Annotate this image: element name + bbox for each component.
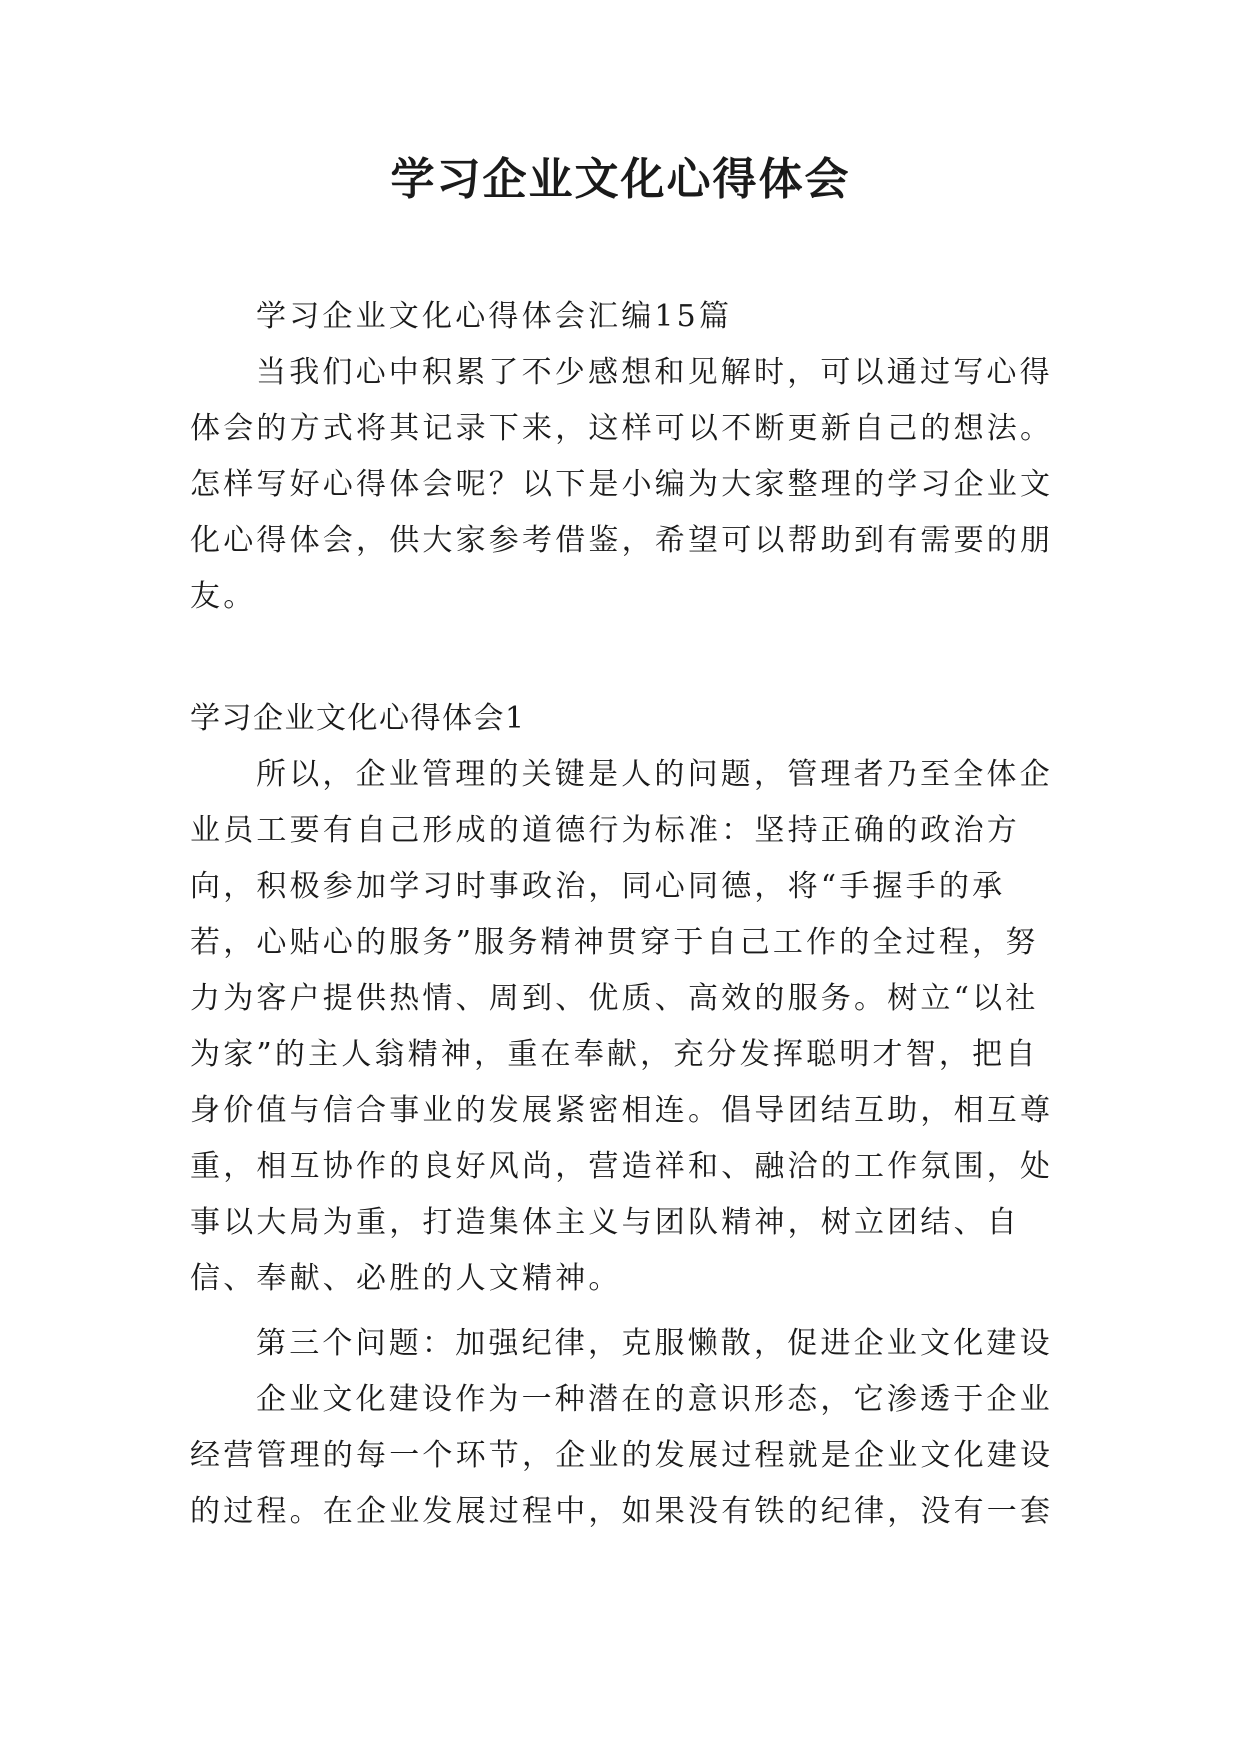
document-title: 学习企业文化心得体会 — [390, 154, 851, 205]
intro-paragraph: 当我们心中积累了不少感想和见解时，可以通过写心得体会的方式将其记录下来，这样可以不断更新自己的想法。怎样写好心得体会呢？以下是小编为大家整理的学习企业文化心得体会，供大家参考借鉴，希望可以帮助到有需要的朋友。 — [190, 355, 1054, 614]
sub-heading: 第三个问题：加强纪律，克服懒散，促进企业文化建设 — [256, 1326, 1053, 1361]
body-paragraph: 企业文化建设作为一种潜在的意识形态，它渗透于企业经营管理的每一个环节，企业的发展过程就是企业文化建设的过程。在企业发展过程中，如果没有铁的纪律，没有一套 — [190, 1382, 1054, 1529]
document-subtitle: 学习企业文化心得体会汇编15篇 — [256, 299, 733, 334]
body-paragraph: 所以，企业管理的关键是人的问题，管理者乃至全体企业员工要有自己形成的道德行为标准：坚持正确的政治方向，积极参加学习时事政治，同心同德，将“手握手的承若，心贴心的服务”服务精神贯穿于自己工作的全过程，努力为客户提供热情、周到、优质、高效的服务。树立“以社为家”的主人翁精神，重在奉献，充分发挥聪明才智，把自身价值与信合事业的发展紧密相连。倡导团结互助，相互尊重，相互协作的良好风尚，营造祥和、融洽的工作氛围，处事以大局为重，打造集体主义与团队精神，树立团结、自信、奉献、必胜的人文精神。 — [190, 757, 1054, 1296]
section-heading: 学习企业文化心得体会1 — [190, 701, 526, 736]
